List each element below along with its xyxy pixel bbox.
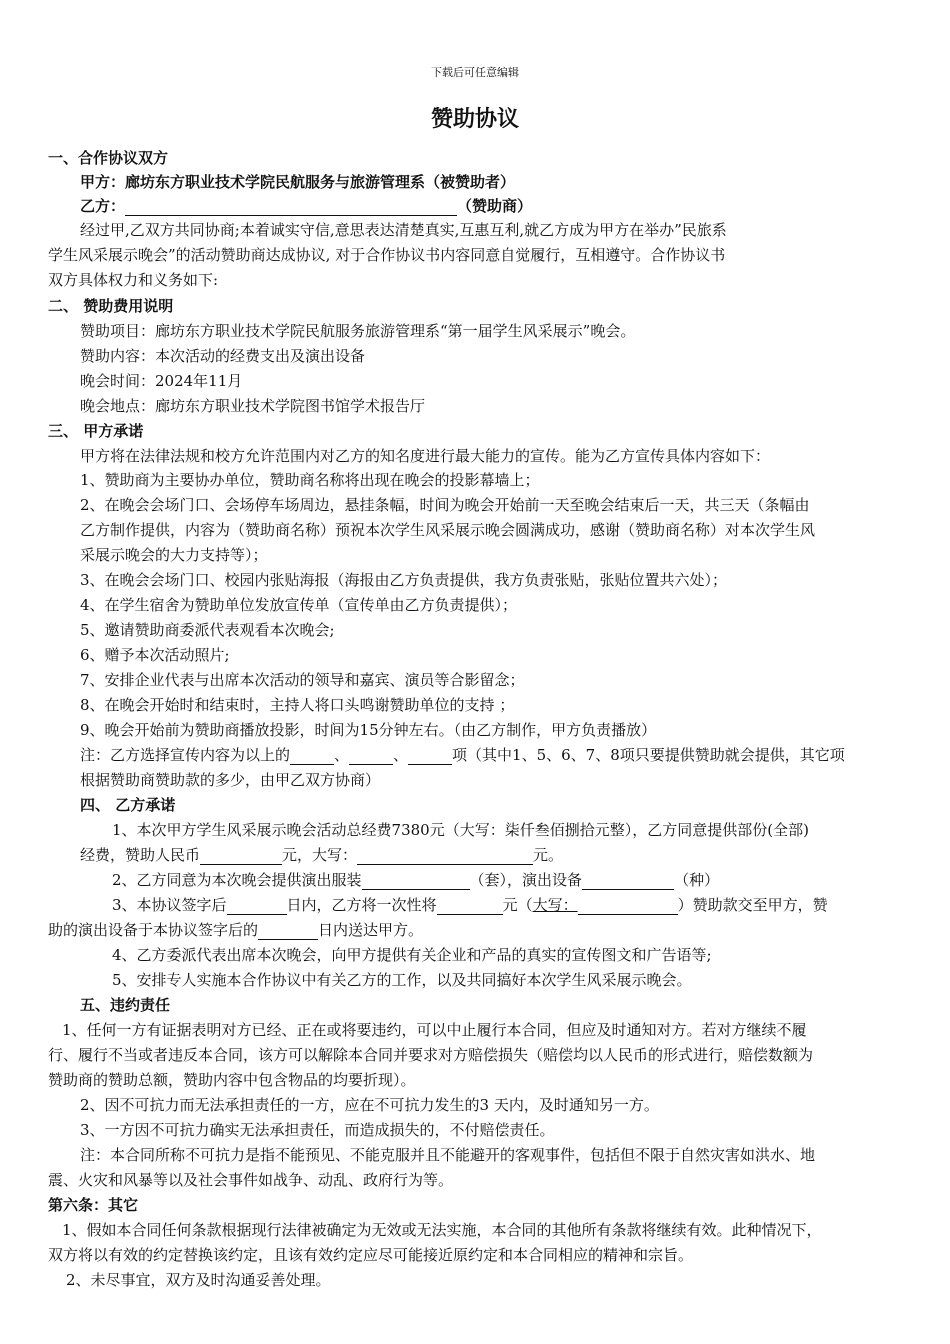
text: 日内送达甲方。	[318, 921, 424, 939]
section-5-heading: 五、违约责任	[80, 996, 171, 1014]
party-b-suffix: （赞助商）	[457, 197, 533, 215]
force-majeure-note-cont: 震、火灾和风暴等以及社会事件如战争、动乱、政府行为等。	[48, 1171, 454, 1189]
list-item: 5、邀请赞助商委派代表观看本次晚会;	[80, 621, 335, 639]
sponsor-content: 赞助内容：本次活动的经费支出及演出设备	[80, 347, 366, 365]
text: （套），演出设备	[469, 871, 583, 889]
b-commit-4: 4、乙方委派代表出席本次晚会，向甲方提供有关企业和产品的真实的宣传图文和广告语等;	[112, 946, 712, 964]
selection-note-cont: 根据赞助商赞助款的多少，由甲乙双方协商）	[80, 771, 381, 789]
party-b-label: 乙方：	[80, 197, 126, 215]
list-item-cont: 乙方制作提供，内容为（赞助商名称）预祝本次学生风采展示晚会圆满成功，感谢（赞助商名称）对本次学生风	[80, 521, 816, 539]
text: 3、本协议签字后	[112, 896, 227, 914]
payment-capital-blank	[578, 898, 678, 915]
section-1-heading: 一、合作协议双方	[48, 149, 169, 167]
event-place: 晚会地点：廊坊东方职业技术学院图书馆学术报告厅	[80, 397, 426, 415]
text: 2、乙方同意为本次晚会提供演出服装	[112, 871, 362, 889]
list-item: 9、晚会开始前为赞助商播放投影，时间为15分钟左右。（由乙方制作，甲方负责播放）	[80, 721, 657, 739]
text: 元（	[502, 896, 533, 914]
delivery-days-blank	[258, 923, 318, 940]
list-item: 1、赞助商为主要协办单位，赞助商名称将出现在晚会的投影幕墙上；	[80, 471, 540, 489]
note-separator: 、	[393, 746, 409, 764]
breach-3: 3、一方因不可抗力确实无法承担责任，而造成损失的，不付赔偿责任。	[80, 1121, 555, 1139]
b-commit-3-cont	[48, 920, 423, 940]
text: 助的演出设备于本协议签字后的	[48, 921, 259, 939]
text: ）赞助款交至甲方，赞	[677, 896, 828, 914]
other-2: 2、未尽事宜，双方及时沟通妥善处理。	[66, 1271, 331, 1289]
list-item: 2、在晚会会场门口、会场停车场周边，悬挂条幅，时间为晚会开始前一天至晚会结束后一天，共三天（条幅由	[80, 496, 810, 514]
other-1: 1、假如本合同任何条款根据现行法律被确定为无效或无法实施，本合同的其他所有条款将继续有效。此种情况下，	[62, 1221, 822, 1239]
days-blank	[227, 898, 287, 915]
blank-field	[290, 748, 334, 765]
note-text: 项（其中1、5、6、7、8项只要提供赞助就会提供，其它项	[452, 746, 845, 764]
text: 大写：	[532, 896, 578, 914]
text: 日内，乙方将一次性将	[286, 896, 437, 914]
intro-line-2: 学生风采展示晚会”的活动赞助商达成协议, 对于合作协议书内容同意自觉履行，互相遵守。合作协议书	[48, 246, 726, 264]
party-a-line: 甲方：廊坊东方职业技术学院民航服务与旅游管理系（被赞助者）	[80, 173, 516, 191]
section-6-heading: 第六条：其它	[48, 1196, 139, 1214]
b-commit-1-cont	[80, 845, 563, 865]
breach-1-cont: 行、履行不当或者违反本合同，该方可以解除本合同并要求对方赔偿损失（赔偿均以人民币的形式进行，赔偿数额为	[48, 1046, 814, 1064]
sponsor-project: 赞助项目：廊坊东方职业技术学院民航服务旅游管理系“第一届学生风采展示”晚会。	[80, 322, 636, 340]
force-majeure-note: 注：本合同所称不可抗力是指不能预见、不能克服并且不能避开的客观事件，包括但不限于自然灾害如洪水、地	[80, 1146, 816, 1164]
breach-1-cont: 赞助商的赞助总额，赞助内容中包含物品的均要折现）。	[48, 1071, 416, 1089]
party-a-intro: 甲方将在法律法规和校方允许范围内对乙方的知名度进行最大能力的宣传。能为乙方宣传具体内容如下：	[80, 447, 771, 465]
b-commit-1: 1、本次甲方学生风采展示晚会活动总经费7380元（大写：柒仟叁佰捌拾元整），乙方同意提供部份(全部)	[112, 821, 809, 839]
equipment-blank	[582, 873, 674, 890]
text: 经费，赞助人民币	[80, 846, 201, 864]
text: 元，大写：	[282, 846, 358, 864]
list-item-cont: 采展示晚会的大力支持等）；	[80, 546, 268, 564]
other-1-cont: 双方将以有效的约定替换该约定，且该有效约定应尽可能接近原约定和本合同相应的精神和宗旨。	[48, 1246, 694, 1264]
blank-field	[349, 748, 393, 765]
list-item: 3、在晚会会场门口、校园内张贴海报（海报由乙方负责提供，我方负责张贴，张贴位置共六处）；	[80, 571, 728, 589]
text: （种）	[674, 871, 720, 889]
selection-note	[80, 745, 845, 765]
text: 元。	[533, 846, 564, 864]
amount-blank	[200, 848, 282, 865]
payment-blank	[437, 898, 503, 915]
header-note: 下载后可任意编辑	[431, 66, 519, 79]
list-item: 8、在晚会开始时和结束时，主持人将口头鸣谢赞助单位的支持 ；	[80, 696, 515, 714]
list-item: 7、安排企业代表与出席本次活动的领导和嘉宾、演员等合影留念；	[80, 671, 525, 689]
sponsor-name-blank	[125, 199, 457, 216]
b-commit-3	[112, 895, 828, 915]
section-2-heading: 二、 赞助费用说明	[48, 297, 174, 315]
intro-line-3: 双方具体权力和义务如下:	[48, 271, 219, 289]
b-commit-5: 5、安排专人实施本合作协议中有关乙方的工作，以及共同搞好本次学生风采展示晚会。	[112, 971, 692, 989]
page-title: 赞助协议	[430, 107, 519, 132]
note-separator: 、	[334, 746, 350, 764]
b-commit-2	[112, 870, 719, 890]
party-b-line	[80, 196, 532, 216]
list-item: 4、在学生宿舍为赞助单位发放宣传单（宣传单由乙方负责提供）；	[80, 596, 518, 614]
intro-line-1: 经过甲,乙双方共同协商;本着诚实守信,意思表达清楚真实,互惠互利,就乙方成为甲方在举办”民旅系	[80, 221, 727, 239]
blank-field	[408, 748, 452, 765]
costume-blank	[362, 873, 470, 890]
amount-capital-blank	[357, 848, 533, 865]
note-text: 注：乙方选择宣传内容为以上的	[80, 746, 291, 764]
breach-1: 1、任何一方有证据表明对方已经、正在或将要违约，可以中止履行本合同，但应及时通知对方。若对方继续不履	[62, 1021, 807, 1039]
section-3-heading: 三、 甲方承诺	[48, 422, 144, 440]
list-item: 6、赠予本次活动照片;	[80, 646, 230, 664]
section-4-heading: 四、 乙方承诺	[80, 796, 176, 814]
breach-2: 2、因不可抗力而无法承担责任的一方，应在不可抗力发生的3 天内，及时通知另一方。	[80, 1096, 659, 1114]
event-time: 晚会时间：2024年11月	[80, 372, 243, 390]
